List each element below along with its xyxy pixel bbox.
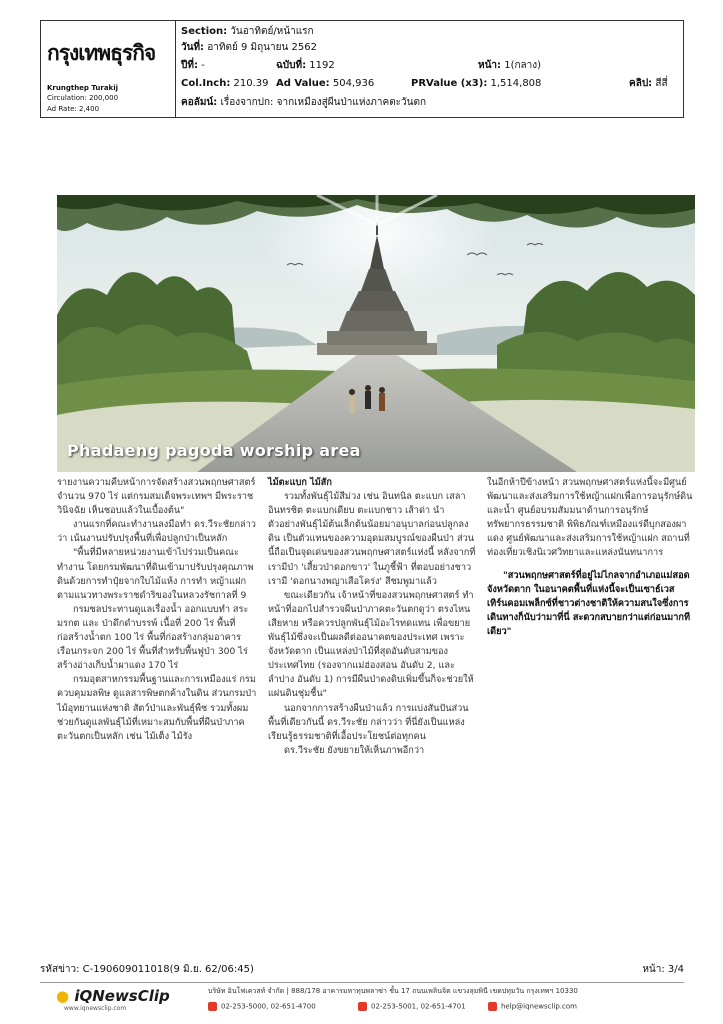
- paragraph: รวมทั้งพันธุ์ไม้สีม่วง เช่น อินทนิล ตะแบก เสลา อินทรชิต ตะแบกเดียบ ตะแบกชาว เส้าด่า นำตัวอย่างพันธุ์ไม้ต้นเล็กต้นน้อยมาอนุบาลก่อนปลูกลงดิน เป็นตัวแทนของความอุดมสมบูรณ์ของผืนป่า ส่วนนี้ถือเป็นจุดเด่นของสวนพฤกษศาสตร์แห่งนี้ หลังจากที่เรามีป่า 'เสี้ยวป่าดอกขาว' ในภูชี้ฟ้า ที่ตอบอย่างชาวเรามี 'ดอกนางพญาเสือโคร่ง' สีชมพูมาแล้ว: [268, 491, 476, 587]
- article-column-2: [268, 476, 476, 758]
- email[interactable]: help@iqnewsclip.com: [488, 1002, 577, 1011]
- advalue-field: Ad Value: 504,936: [276, 78, 375, 89]
- section-line: Section: วันอาทิตย์/หน้าแรก: [181, 26, 314, 37]
- paragraph: ดร.วีระชัย ยังขยายให้เห็นภาพอีกว่า: [284, 744, 425, 756]
- paragraph: นอกจากการสร้างผืนป่าแล้ว การแบ่งสันปันส่วนพื้นที่เดียวกันนี้ ดร.วีระชัย กล่าวว่า ที่นี่ยังเป็นแหล่งเรียนรู้ธรรมชาติที่เอื้อประโยชน์ต่อทุกคน: [268, 702, 469, 742]
- pagoda-illustration: [57, 195, 695, 472]
- news-id: รหัสข่าว: C-190609011018(9 มิ.ย. 62/06:45): [40, 964, 254, 975]
- paragraph: รายงานความคืบหน้าการจัดสร้างสวนพฤกษศาสตร์ จำนวน 970 ไร่ แต่กรมสมเด็จพระเทพฯ มีพระราชวินิจฉัย เห็นชอบแล้วในเบื้องต้น": [57, 477, 256, 517]
- page-field: หน้า: 1(กลาง): [478, 60, 542, 71]
- paragraph: กรมอุตสาหกรรมพื้นฐานและการเหมืองแร่ กรมควบคุมมลพิษ ดูแลสารพิษตกค้างในดิน ส่วนกรมป่าไม้อุทยานแห่งชาติ สัตว์ป่าและพันธุ์พืช รวมทั้งผม ช่วยกันดูแลพันธุ์ไม้ที่เหมาะสมกับพื้นที่ผืนป่าภาคตะวันตกเป็นหลัก เช่น ไม้เต็ง ไม้รัง: [57, 674, 257, 742]
- column-line: คอลัมน์: เรื่องจากปก: จากเหมืองสู่ผืนป่าแห่งภาคตะวันตก: [181, 97, 427, 108]
- logo-mark-icon: ●: [56, 987, 70, 1005]
- photo-caption: Phadaeng pagoda worship area: [67, 441, 361, 460]
- page-indicator: หน้า: 3/4: [642, 964, 684, 975]
- paragraph: ในอีกห้าปีข้างหน้า สวนพฤกษศาสตร์แห่งนี้จะมีศูนย์พัฒนาและส่งเสริมการใช้หญ้าแฝกเพื่อการอนุรักษ์ดินและน้ำ ศูนย์อบรมสัมมนาด้านการอนุรักษ์ทรัพยากรธรรมชาติ พิพิธภัณฑ์เหมืองแร่ดีบุกสองผาแดง ศูนย์พัฒนาและส่งเสริมการใช้หญ้าแฝก สถานที่ท่องเที่ยวเชิงนิเวศวิทยาและแหล่งนันทนาการ: [487, 477, 693, 559]
- year-field: ปีที่: -: [181, 60, 205, 71]
- fax: 02-253-5001, 02-651-4701: [358, 1002, 466, 1011]
- circulation: Circulation: 200,000: [47, 94, 119, 102]
- publication-name: Krungthep Turakij: [47, 84, 118, 92]
- paragraph: งานแรกที่คณะทำงานลงมือทำ ดร.วีระชัยกล่าวว่า เน้นงานปรับปรุงพื้นที่เพื่อปลูกป่าเป็นหลัก: [57, 519, 256, 545]
- article-column-1: [57, 476, 259, 744]
- phone: 02-253-5000, 02-651-4700: [208, 1002, 316, 1011]
- footer-bar: [40, 982, 684, 1018]
- email-icon: [488, 1002, 497, 1011]
- iqnewsclip-logo: ● iQNewsClip: [56, 987, 170, 1005]
- paragraph: ไม้ตะแบก ไม้สัก: [268, 477, 332, 488]
- publication-logo: กรุงเทพธุรกิจ: [47, 40, 156, 65]
- ad-rate: Ad Rate: 2,400: [47, 105, 100, 113]
- clipping-header: [40, 20, 684, 118]
- company-address: บริษัท อินโฟเควสท์ จำกัด | 888/178 อาคารมหาทุนพลาซ่า ชั้น 17 ถนนเพลินจิต แขวงลุมพินี เขตปทุมวัน กรุงเทพฯ 10330: [208, 987, 578, 995]
- fax-icon: [358, 1002, 367, 1011]
- value-line: [181, 75, 681, 92]
- pagoda-photo: [57, 195, 695, 472]
- paragraph: ขณะเดียวกัน เจ้าหน้าที่ของสวนพฤกษศาสตร์ ทำหน้าที่ออกไปสำรวจผืนป่าภาคตะวันตกดูว่า ตรงไหนเสียหาย หรือควรปลูกพันธุ์ไม้อะไรทดแทน เพื่อขยายพันธุ์ไม้ซึ่งจะเป็นผลดีต่ออนาคตของประเทศ เพราะจังหวัดตาก เป็นแหล่งป่าไม้ที่สุดอันดับสามของประเทศไทย (รองจากแม่ฮ่องสอน อันดับ 2, และลำปาง อันดับ 1) การมีผืนป่าดงดิบเพิ่มขึ้นก็จะช่วยให้แผ่นดินชุ่มชื้น": [268, 589, 474, 700]
- article-column-3: [487, 476, 693, 639]
- website[interactable]: www.iqnewsclip.com: [64, 1005, 127, 1012]
- footer-meta: [40, 962, 684, 978]
- issue-line: [181, 57, 681, 74]
- prvalue-field: PRValue (x3): 1,514,808: [411, 78, 542, 89]
- date-line: วันที่: อาทิตย์ 9 มิถุนายน 2562: [181, 42, 317, 53]
- paragraph: "พื้นที่มีหลายหน่วยงานเข้าไปร่วมเป็นคณะทำงาน โดยกรมพัฒนาที่ดินเข้ามาปรับปรุงคุณภาพดินด้วยการทำปุ๋ยจากใบไม้แห้ง การทำ หญ้าแฝก ตามแนวทางพระราชดำริของในหลวงรัชกาลที่ 9: [57, 547, 254, 601]
- phone-icon: [208, 1002, 217, 1011]
- publication-box: [41, 21, 176, 117]
- colinch-field: Col.Inch: 210.39: [181, 78, 269, 89]
- issue-field: ฉบับที่: 1192: [276, 60, 335, 71]
- pull-quote: "สวนพฤกษศาสตร์ที่อยู่ไม่ไกลจากอำเภอแม่สอด จังหวัดตาก ในอนาคตพื้นที่แห่งนี้จะเป็นเซาธ์เวสเทิร์นคอมเพล็กซ์ที่ชาวต่างชาติให้ความสนใจซึ่งการเดินทางก็นับว่ามาที่นี่ สะดวกสบายกว่าแต่ก่อนมากทีเดียว": [487, 569, 691, 637]
- paragraph: กรมชลประทานดูแลเรื่องน้ำ ออกแบบทำ สระมรกต และ ป่าดึกดำบรรพ์ เนื้อที่ 200 ไร่ พื้นที่ก่อสร้างน้ำตก 100 ไร่ พื้นที่ก่อสร้างกลุ่มอาคารเรือนกระจก 200 ไร่ พื้นที่สำหรับพื้นฟูป่า 300 ไร่ สร้างอ่างเก็บน้ำผาแดง 170 ไร่: [57, 603, 249, 672]
- clip-field: คลิป: สีสี่: [629, 78, 668, 89]
